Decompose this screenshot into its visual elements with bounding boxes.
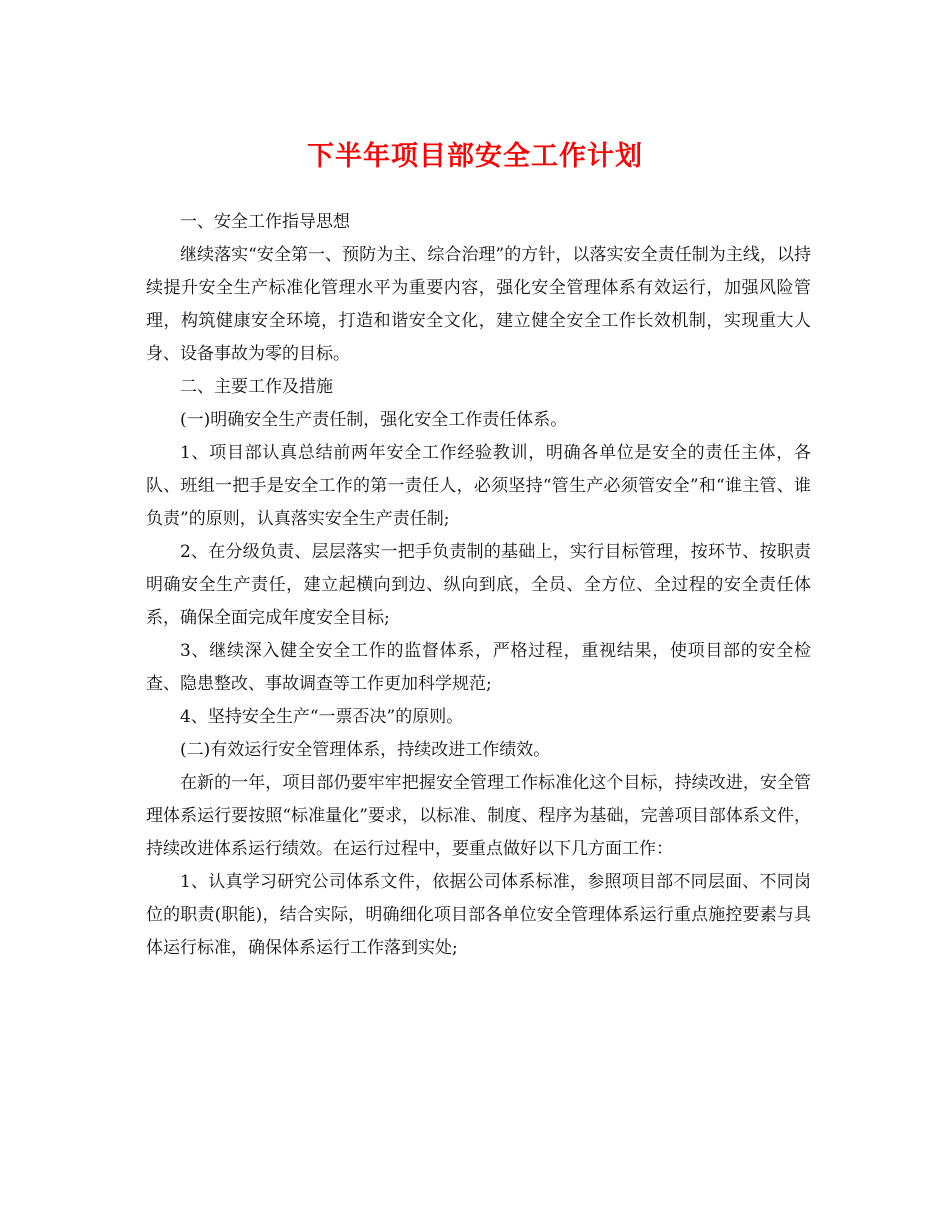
section-heading-guiding-ideology: 一、安全工作指导思想	[180, 212, 350, 232]
paragraph-system-item-1: 1、认真学习研究公司体系文件，依据公司体系标准，参照项目部不同层面、不同岗位的职责(职能)，结合实际，明确细化项目部各单位安全管理体系运行重点施控要素与具体运行标准，确保体系运行工作落到实处;	[146, 872, 811, 958]
section-heading-main-work: 二、主要工作及措施	[180, 377, 333, 397]
subheading-responsibility-system: (一)明确安全生产责任制，强化安全工作责任体系。	[180, 410, 568, 430]
paragraph-item-4: 4、坚持安全生产“一票否决”的原则。	[180, 707, 464, 727]
document-title: 下半年项目部安全工作计划	[307, 141, 643, 172]
paragraph-item-1: 1、项目部认真总结前两年安全工作经验教训，明确各单位是安全的责任主体，各队、班组一把手是安全工作的第一责任人，必须坚持“管生产必须管安全”和“谁主管、谁负责”的原则，认真落实安全生产责任制;	[146, 443, 811, 529]
paragraph-item-2: 2、在分级负责、层层落实一把手负责制的基础上，实行目标管理，按环节、按职责明确安全生产责任，建立起横向到边、纵向到底，全员、全方位、全过程的安全责任体系，确保全面完成年度安全目标;	[146, 542, 811, 628]
paragraph-guiding-ideology: 继续落实“安全第一、预防为主、综合治理”的方针，以落实安全责任制为主线，以持续提升安全生产标准化管理水平为重要内容，强化安全管理体系有效运行，加强风险管理，构筑健康安全环境，打造和谐安全文化，建立健全安全工作长效机制，实现重大人身、设备事故为零的目标。	[146, 245, 811, 364]
paragraph-item-3: 3、继续深入健全安全工作的监督体系，严格过程，重视结果，使项目部的安全检查、隐患整改、事故调查等工作更加科学规范;	[146, 641, 811, 694]
subheading-management-system: (二)有效运行安全管理体系，持续改进工作绩效。	[180, 740, 551, 760]
paragraph-new-year: 在新的一年，项目部仍要牢牢把握安全管理工作标准化这个目标，持续改进，安全管理体系运行要按照“标准量化”要求，以标准、制度、程序为基础，完善项目部体系文件，持续改进体系运行绩效。在运行过程中，要重点做好以下几方面工作：	[146, 773, 811, 859]
document-body	[146, 206, 811, 965]
